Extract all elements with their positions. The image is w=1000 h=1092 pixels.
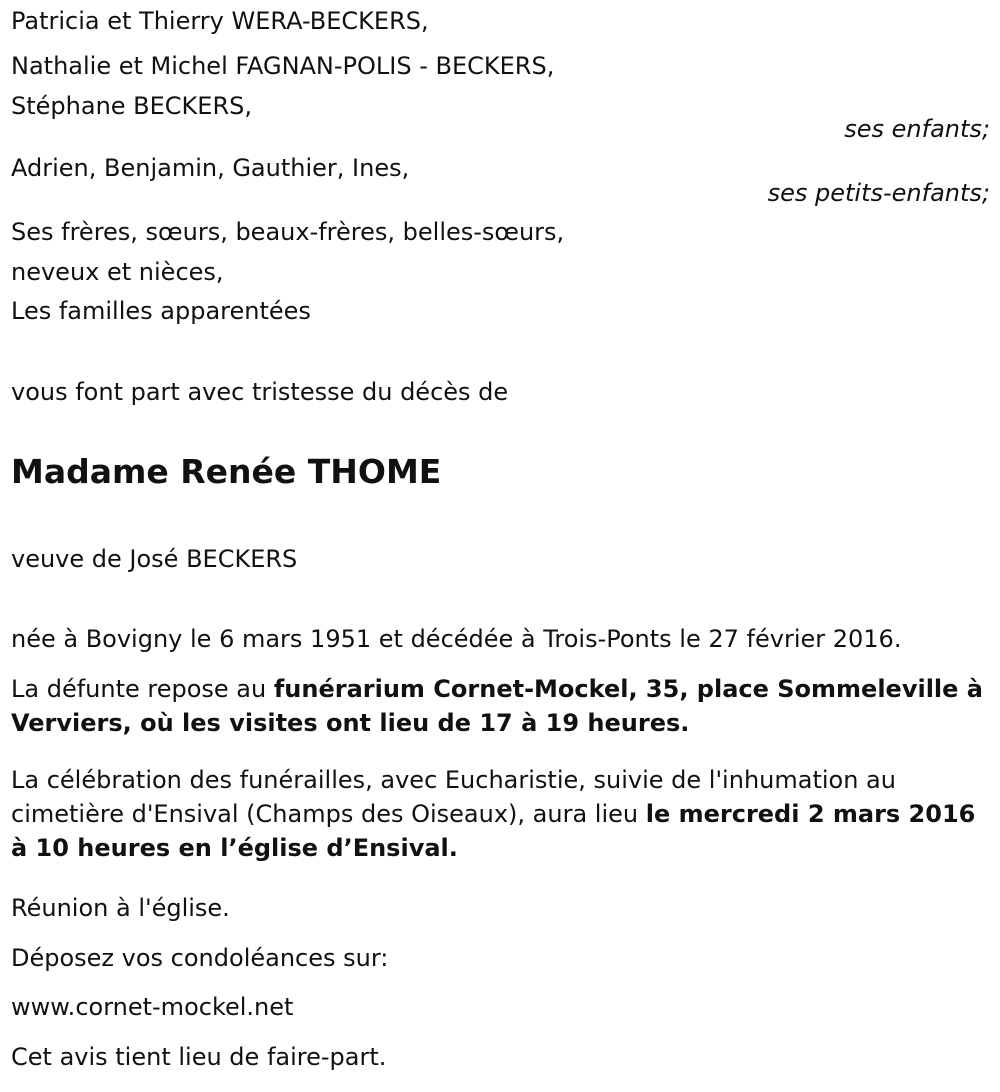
grandchildren-label: ses petits-enfants; [767,179,990,207]
relatives-line-3: Les familles apparentées [11,297,311,325]
deceased-name: Madame Renée THOME [11,452,442,491]
widow-of-line: veuve de José BECKERS [11,545,298,573]
rest-intro: La défunte repose au [11,675,274,703]
announcement-text: vous font part avec tristesse du décès de [11,378,509,406]
family-child-2: Nathalie et Michel FAGNAN-POLIS - BECKERS, [11,52,555,80]
birth-death-line: née à Bovigny le 6 mars 1951 et décédée à Trois-Ponts le 27 février 2016. [11,625,902,653]
relatives-line-1: Ses frères, sœurs, beaux-frères, belles-sœurs, [11,218,565,246]
ceremony-intro: La célébration des funérailles, avec Eucharistie, suivie de l'inhumation au cimetière d'Ensival (Champs des Oiseaux), aura lieu [11,766,896,828]
children-label: ses enfants; [844,115,990,143]
ceremony-datetime: le mercredi 2 mars 2016 à 10 heures en l’église d’Ensival. [11,800,976,862]
family-child-1: Patricia et Thierry WERA-BECKERS, [11,7,429,35]
ceremony-paragraph [11,763,986,865]
rest-paragraph [11,672,986,740]
family-child-3: Stéphane BECKERS, [11,92,252,120]
meeting-line: Réunion à l'église. [11,894,230,922]
relatives-line-2: neveux et nièces, [11,258,224,286]
grandchildren-line: Adrien, Benjamin, Gauthier, Ines, [11,154,410,182]
condolences-label: Déposez vos condoléances sur: [11,944,389,972]
website-link[interactable]: www.cornet-mockel.net [11,993,294,1021]
notice-line: Cet avis tient lieu de faire-part. [11,1043,387,1071]
rest-location: funérarium Cornet-Mockel, 35, place Sommeleville à Verviers, où les visites ont lieu de 17 à 19 heures. [11,675,983,737]
